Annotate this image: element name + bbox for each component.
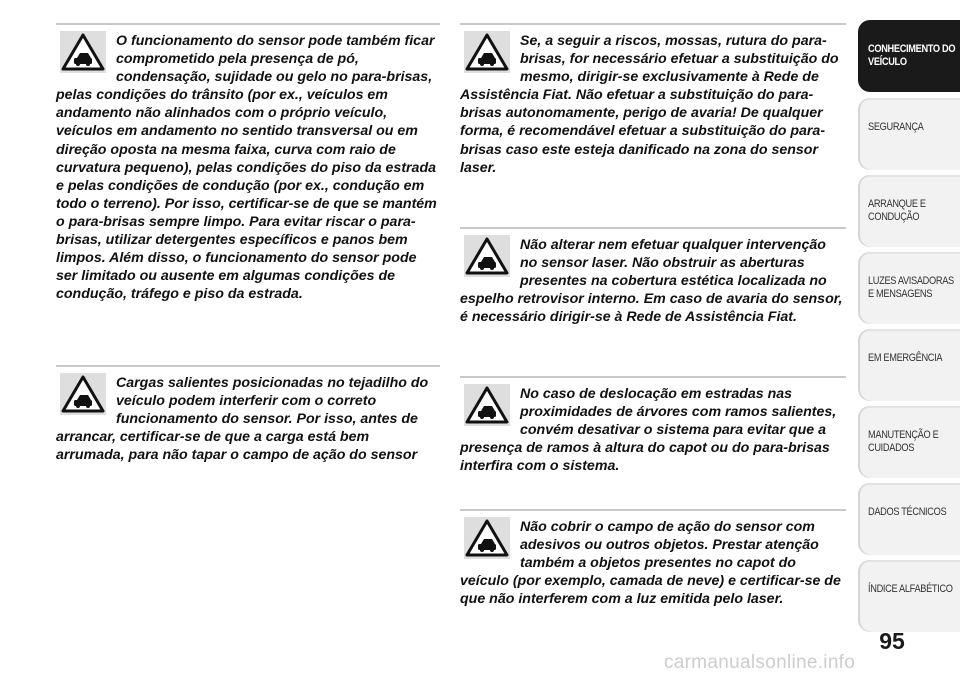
divider — [460, 23, 846, 25]
divider — [460, 227, 846, 229]
warning-text: No caso de deslocação em estradas nas proximidades de árvores com ramos salientes, convém desativar o sistema para evitar que a presença de ramos à altura do capot ou do para-brisas interfira com o sistema. — [460, 386, 837, 475]
divider — [56, 23, 440, 25]
tab-luzes-avisadoras[interactable] — [858, 252, 960, 324]
tab-arranque-e-conducao[interactable] — [858, 175, 960, 247]
warning-text: Cargas salientes posicionadas no tejadilho do veículo podem interferir com o correto funcionamento do sensor. Por isso, antes de arrancar, certificar-se de que a carga está bem arrumada, para não tapar o campo de ação do sensor — [56, 375, 429, 464]
tab-label: ÍNDICE ALFABÉTICO — [868, 583, 953, 595]
divider — [56, 365, 440, 367]
tab-label: DADOS TÉCNICOS — [868, 506, 947, 518]
warning-car-triangle-icon — [464, 235, 510, 277]
warning-block-tree-branches — [460, 376, 846, 475]
tab-dados-tecnicos[interactable] — [858, 483, 960, 555]
tab-manutencao-e-cuidados[interactable] — [858, 406, 960, 478]
tab-label: SEGURANÇA — [868, 121, 924, 133]
warning-block-laser-sensor — [460, 227, 846, 326]
divider — [460, 509, 846, 511]
warning-block-windshield-replacement — [460, 23, 846, 177]
warning-block-cover-sensor — [460, 509, 846, 608]
tab-conhecimento-do-veiculo[interactable] — [858, 20, 960, 92]
warning-car-triangle-icon — [60, 373, 106, 415]
tab-label: MANUTENÇÃO E CUIDADOS — [868, 429, 939, 454]
tab-label: EM EMERGÊNCIA — [868, 352, 943, 364]
warning-text: Não alterar nem efetuar qualquer intervenção no sensor laser. Não obstruir as aberturas presentes na cobertura estética localizada no espelho retrovisor interno. Em caso de avaria do sensor, é necessário dirigir-se à Rede de Assistência Fiat. — [460, 237, 843, 326]
warning-text: Não cobrir o campo de ação do sensor com adesivos ou outros objetos. Prestar atenção também a objetos presentes no capot do veículo (por exemplo, camada de neve) e certificar-se de que não interferem com a luz emitida pelo laser. — [460, 519, 841, 608]
warning-block-roof-load — [56, 365, 440, 464]
tab-label: LUZES AVISADORAS E MENSAGENS — [868, 275, 954, 300]
warning-car-triangle-icon — [60, 31, 106, 73]
tab-em-emergencia[interactable] — [858, 329, 960, 401]
page-number: 95 — [879, 628, 905, 654]
divider — [460, 376, 846, 378]
watermark: carmanualsonline.info — [664, 652, 856, 673]
warning-car-triangle-icon — [464, 517, 510, 559]
warning-text: O funcionamento do sensor pode também ficar comprometido pela presença de pó, condensação, sujidade ou gelo no para-brisas, pelas condições do trânsito (por ex., veículos em andamento não alinhados com o próprio veículo, veículos em andamento no sentido transversal ou em direção oposta na mesma faixa, curva com raio de curvatura pequeno), pelas condições do piso da estrada e pelas condições de condução (por ex., condução em todo o terreno). Por isso, certificar-se de que se mantém o para-brisas sempre limpo. Para evitar riscar o para-brisas, utilizar detergentes específicos e panos bem limpos. Além disso, o funcionamento do sensor pode ser limitado ou ausente em algumas condições de condução, tráfego e piso da estrada. — [56, 33, 437, 303]
tab-indice-alfabetico[interactable] — [858, 560, 960, 632]
warning-text: Se, a seguir a riscos, mossas, rutura do para-brisas, for necessário efetuar a substituição do mesmo, dirigir-se exclusivamente à Rede de Assistência Fiat. Não efetuar a substituição do para-brisas autonomamente, perigo de avaria! De qualquer forma, é recomendável efetuar a substituição do para-brisas caso este esteja danificado na zona do sensor laser. — [460, 33, 839, 176]
warning-car-triangle-icon — [464, 31, 510, 73]
tab-label: CONHECIMENTO DO VEÍCULO — [868, 43, 956, 68]
warning-car-triangle-icon — [464, 384, 510, 426]
tab-label: ARRANQUE E CONDUÇÃO — [868, 198, 926, 223]
warning-block-sensor-conditions — [56, 23, 440, 303]
tab-seguranca[interactable] — [858, 98, 960, 170]
